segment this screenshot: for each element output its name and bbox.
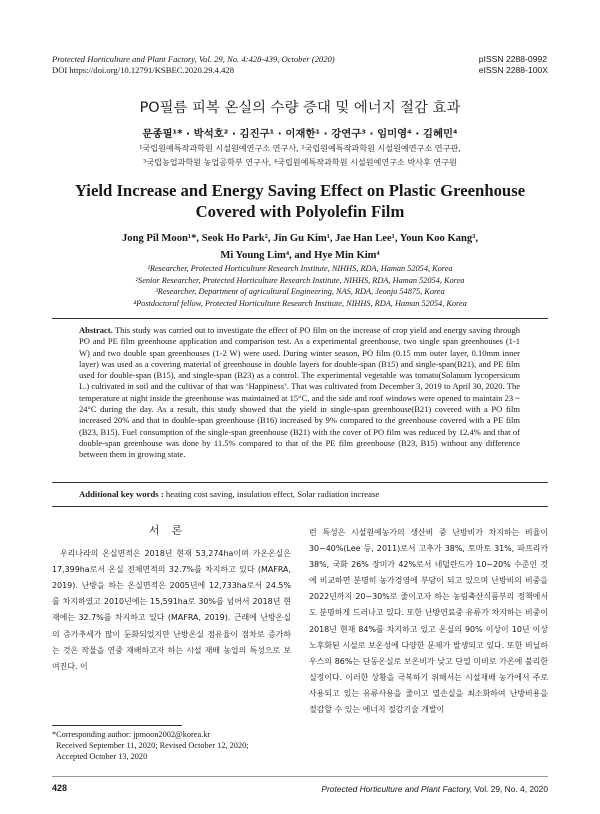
pissn: pISSN 2288-0992	[478, 54, 548, 64]
english-title-line-1: Yield Increase and Energy Saving Effect on Plastic Greenhouse	[74, 181, 526, 200]
running-header	[52, 54, 335, 76]
abstract-label: Abstract.	[79, 325, 113, 335]
korean-title: PO필름 피복 온실의 수량 증대 및 에너지 절감 효과	[139, 100, 461, 116]
footnote-rule	[52, 725, 182, 726]
english-affiliation-3: ³Researcher, Department of agricultural Engineering, NAS, RDA, Jeonju 54875, Korea	[155, 287, 445, 297]
intro-right-text: 런 특성은 시설원예농가의 생산비 중 난방비가 차지하는 비율이 30~40%(Lee 등, 2011)로서 고추가 38%, 토마토 31%, 파프리카 38%, 국화 26% 장미가 42%로서 네덜란드가 10~20% 수준인 것에 비교하면 분명히 농가경영에 부담이 되고 있으며 난방비의 비중을 2022년까지 20~30%로 줄이고자 하는 농림축산식품부의 정책에서도 분명하게 드러나고 있다. 또한 난방연료중 유류가 차지하는 비중이 2018년 현재 84%를 차지하고 있고 온실의 90% 이상이 10년 이상 노후화된 시설로 보온성에 다양한 문제가 발생되고 있다. 또한 비닐하우스의 86%는 단동온실로 보온비가 낮고 단열 미비로 가온에 불리한 실정이다. 이러한 상황을 극복하기 위해서는 시설재배 농가에서 주로 사용되고 있는 유류사용을 줄이고 열손실을 최소화하여 난방비용을 절감할 수 있는 에너지 절감기술 개발이	[309, 528, 548, 715]
korean-authors: 문종필¹* · 박석호² · 김진구¹ · 이재한¹ · 강연구³ · 임미영⁴ · 김혜민⁴	[142, 128, 458, 140]
key-words-text: heating cost saving, insulation effect, Solar radiation increase	[165, 489, 380, 499]
korean-affiliation-1: ¹국립원예특작과학원 시설원예연구소 연구사, ²국립원예특작과학원 시설원예연구소 연구관,	[139, 143, 461, 153]
english-affiliation-4: ⁴Postdoctoral fellow, Protected Horticulture Research Institute, NIHHS, RDA, Haman 52054, Korea	[133, 299, 467, 309]
accepted-date: Accepted October 13, 2020	[56, 752, 148, 761]
english-authors	[0, 230, 600, 264]
abstract-bottom-rule	[52, 482, 548, 483]
english-title-line-2: Covered with Polyolefin Film	[195, 202, 405, 221]
abstract-top-rule	[52, 318, 548, 319]
journal-citation: Protected Horticulture and Plant Factory, Vol. 29, No. 4:428-439, October (2020)	[52, 54, 335, 64]
keywords-rule	[52, 506, 548, 507]
page-number: 428	[52, 783, 68, 793]
corresponding-author: *Corresponding author: jpmoon2002@korea.kr	[52, 730, 211, 739]
korean-affiliations	[0, 141, 600, 169]
received-date: Received September 11, 2020; Revised October 12, 2020;	[56, 741, 249, 750]
english-authors-line-1: Jong Pil Moon¹*, Seok Ho Park², Jin Gu Kim¹, Jae Han Lee¹, Youn Koo Kang³,	[122, 233, 478, 244]
key-words-label: Additional key words :	[79, 489, 164, 499]
issn-block	[479, 54, 548, 76]
korean-affiliation-2: ³국립농업과학원 농업공학부 연구사, ⁴국립원예특작과학원 시설원예연구소 박사후 연구원	[143, 157, 457, 167]
doi-link[interactable]: DOI https://doi.org/10.12791/KSBEC.2020.29.4.428	[52, 65, 234, 75]
english-affiliation-2: ²Senior Researcher, Protected Horticulture Research Institute, NIHHS, RDA, Haman 52054, Korea	[135, 275, 465, 285]
english-affiliation-1: ¹Researcher, Protected Horticulture Research Institute, NIHHS, RDA, Haman 52054, Korea	[147, 264, 453, 273]
key-words	[79, 489, 520, 499]
abstract-body: This study was carried out to investigate the effect of PO film on the increase of crop yield and energy saving through PO and PE film greenhouse application and comparison test. As a experimental greenhouse, two single span greenhouses (1-1 W) and two double span greenhouses (1-2 W) were used. During winter season, PO film (0.15 mm outer layer, 0.10mm inner layer) was used as a covering material of greenhouse in double layers for double-span (B15) and single-span(B21), and PE film used for double-span (B15), and single-span (B23) as a control. The experimental vegetable was tomato(Solanum lycopersicum L.) cultivated in soil and the cultivar of that was ‘Happiness’. That was cultivated from December 3, 2019 to April 30, 2020. The temperature at night inside the greenhouse was maintained at 15°C, and the side and roof windows were opened to maintain 23 ~ 24°C during the day. As a result, this study showed that the yield in single-span greenhouse(B21) covered with a PO film increased 20% and that in double-span greenhouse (B16) increased by 9% compared to the greenhouse covered with a PE film (B23, B15). Fuel consumption of the single-span greenhouse (B21) with the cover of PO film was reduced by 12.4% and that of double-span greenhouse was done by 11.5% compared to that of the PE film greenhouse (B23, B15) without any difference between them in growing state.	[79, 325, 520, 460]
abstract	[79, 325, 520, 461]
english-title	[0, 180, 600, 222]
left-column	[52, 523, 291, 675]
footer-journal-name: Protected Horticulture and Plant Factory,	[321, 784, 473, 794]
footer-issue: Vol. 29, No. 4, 2020	[472, 784, 548, 794]
english-authors-line-2: Mi Young Lim⁴, and Hye Min Kim⁴	[220, 250, 380, 261]
intro-left-text: 우리나라의 온실면적은 2018년 현재 53,274ha이며 가온온실은 17,399ha로서 온실 전체면적의 32.7%를 차지하고 있다 (MAFRA, 2019). 난방을 하는 온실면적은 2005년에 12,733ha로서 24.5%를 차지하였고 2010년에는 15,591ha로 30%를 넘어서 2018년 현재에는 32.7%를 차지하고 있다 (MAFRA, 2019). 근래에 난방온실의 증가추세가 많이 둔화되었지만 난방온실 점유율이 점차로 증가하는 것은 작물을 연중 재배하고자 하는 시설 재배 농업의 특성으로 보여진다. 이	[52, 549, 291, 671]
english-affiliations	[0, 263, 600, 310]
eissn: eISSN 2288-100X	[478, 65, 548, 75]
footnotes	[52, 729, 249, 762]
footer-journal	[321, 784, 548, 794]
right-column	[309, 525, 548, 718]
section-heading-introduction: 서론	[148, 524, 195, 537]
footer-rule	[52, 776, 548, 777]
